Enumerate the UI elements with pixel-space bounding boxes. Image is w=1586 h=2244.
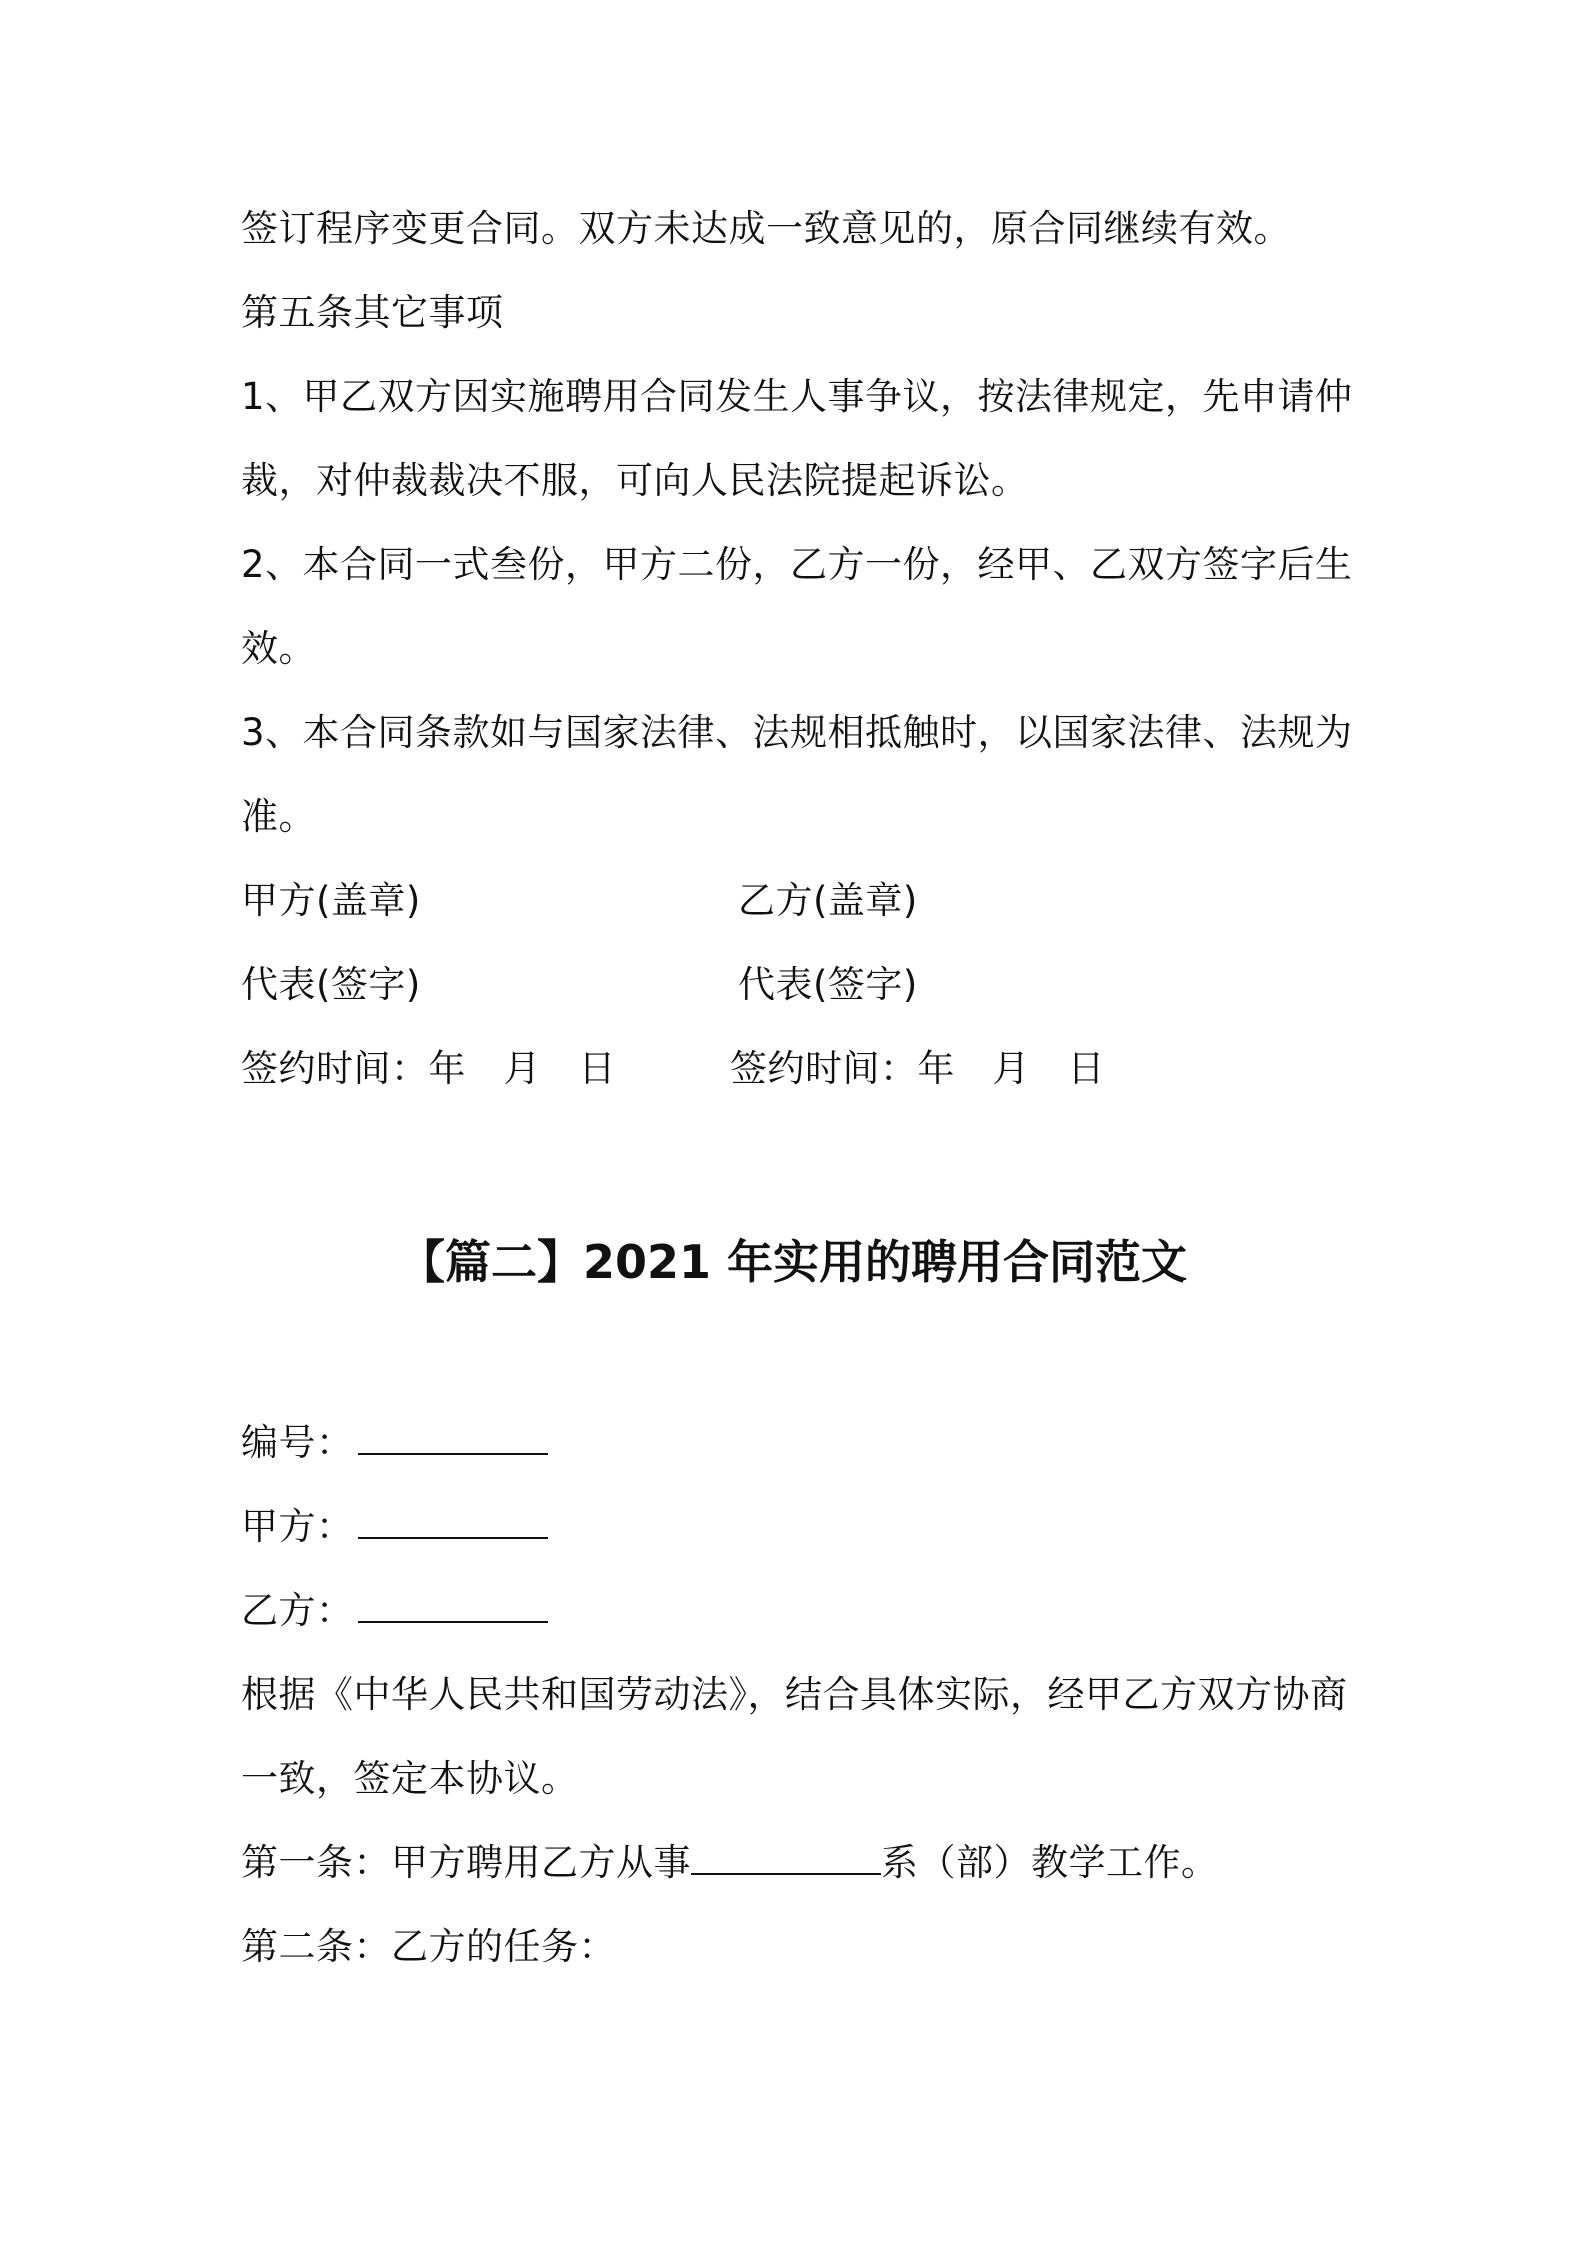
party-a-seal: 甲方(盖章) xyxy=(241,879,421,922)
party-a-field xyxy=(241,1502,548,1552)
item1-line2: 裁，对仲裁裁决不服，可向人民法院提起诉讼。 xyxy=(241,459,1029,502)
party-b-representative: 代表(签字) xyxy=(738,963,918,1006)
party-a-label: 甲方： xyxy=(241,1505,354,1548)
item1-line1: 1、甲乙双方因实施聘用合同发生人事争议，按法律规定，先申请仲 xyxy=(241,375,1353,418)
party-b-field xyxy=(241,1586,548,1636)
section-title: 【篇二】2021 年实用的聘用合同范文 xyxy=(398,1235,1188,1289)
item3-line2: 准。 xyxy=(241,795,316,838)
party-b-sign-date: 签约时间：年 月 日 xyxy=(730,1047,1105,1090)
department-blank[interactable] xyxy=(691,1843,881,1875)
article5-heading: 第五条其它事项 xyxy=(241,291,504,334)
item3-line1: 3、本合同条款如与国家法律、法规相抵触时，以国家法律、法规为 xyxy=(241,711,1353,754)
party-b-label: 乙方： xyxy=(241,1589,354,1632)
contract-number-blank[interactable] xyxy=(358,1423,548,1455)
party-a-sign-date: 签约时间：年 月 日 xyxy=(241,1047,616,1090)
basis-line1: 根据《中华人民共和国劳动法》，结合具体实际，经甲乙方双方协商 xyxy=(241,1673,1348,1716)
article1-line xyxy=(241,1838,1219,1888)
item2-line1: 2、本合同一式叁份，甲方二份，乙方一份，经甲、乙双方签字后生 xyxy=(241,543,1353,586)
party-a-representative: 代表(签字) xyxy=(241,963,421,1006)
contract-number-label: 编号： xyxy=(241,1421,354,1464)
party-a-blank[interactable] xyxy=(358,1507,548,1539)
article1-prefix: 第一条：甲方聘用乙方从事 xyxy=(241,1841,691,1884)
item2-line2: 效。 xyxy=(241,627,316,670)
article2-line: 第二条：乙方的任务： xyxy=(241,1925,616,1968)
party-b-seal: 乙方(盖章) xyxy=(738,879,918,922)
contract-number-field xyxy=(241,1418,548,1468)
party-b-blank[interactable] xyxy=(358,1591,548,1623)
basis-line2: 一致，签定本协议。 xyxy=(241,1757,579,1800)
paragraph-line: 签订程序变更合同。双方未达成一致意见的，原合同继续有效。 xyxy=(241,207,1291,250)
article1-suffix: 系（部）教学工作。 xyxy=(881,1841,1219,1884)
